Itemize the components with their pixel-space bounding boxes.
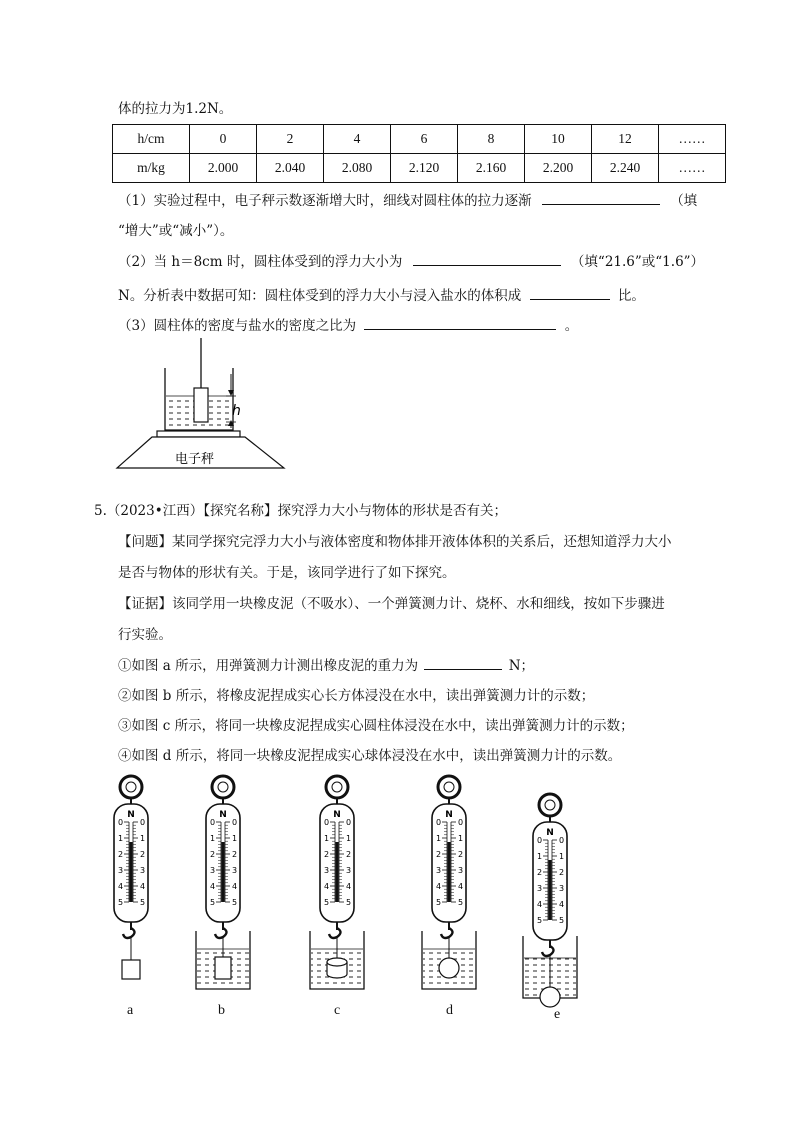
tick-label: 2	[458, 850, 464, 859]
evidence-line: 【证据】该同学用一块橡皮泥（不吸水）、一个弹簧测力计、烧杯、水和细线，按如下步骤进	[118, 596, 665, 612]
question-2-line2	[118, 284, 645, 304]
h-label: h	[232, 403, 241, 419]
tick-label: 3	[140, 866, 146, 875]
pointer	[448, 842, 451, 902]
q1-tail: （填	[670, 193, 698, 209]
tick-label: 2	[118, 850, 124, 859]
tick-label: 0	[436, 818, 442, 827]
table-cell: 2.120	[391, 154, 458, 183]
step-2: ②如图 b 所示，将橡皮泥捏成实心长方体浸没在水中，读出弹簧测力计的示数；	[118, 688, 595, 704]
tick-label: 4	[324, 882, 330, 891]
tick-label: 1	[118, 834, 124, 843]
step-1-tail: N；	[508, 658, 535, 674]
q2-line2a: N。分析表中数据可知：圆柱体受到的浮力大小与浸入盐水的体积成	[118, 288, 522, 304]
evidence-line: 行实验。	[118, 627, 172, 643]
table-cell: 10	[525, 125, 592, 154]
tick-label: 2	[324, 850, 330, 859]
pointer	[549, 860, 552, 920]
tick-label: 2	[346, 850, 352, 859]
table-cell: 2.160	[458, 154, 525, 183]
tick-label: 5	[232, 898, 238, 907]
table-cell: 4	[324, 125, 391, 154]
tick-label: 4	[346, 882, 352, 891]
hook-icon	[123, 928, 135, 938]
table-cell: 2.000	[190, 154, 257, 183]
scale-unit-label: N	[219, 810, 227, 820]
step-1	[118, 654, 534, 674]
tick-label: 1	[210, 834, 216, 843]
table-cell: 2.040	[257, 154, 324, 183]
q1-text: （1）实验过程中，电子秤示数逐渐增大时，细线对圆柱体的拉力逐渐	[118, 193, 532, 209]
tick-label: 4	[436, 882, 442, 891]
tick-label: 3	[118, 866, 124, 875]
tick-label: 5	[458, 898, 464, 907]
tick-label: 3	[346, 866, 352, 875]
tick-label: 0	[458, 818, 464, 827]
table-cell: h/cm	[113, 125, 190, 154]
figure-label-a: a	[127, 1003, 134, 1018]
table-cell: ……	[659, 154, 726, 183]
figure-label-c: c	[334, 1003, 341, 1018]
table-cell: m/kg	[113, 154, 190, 183]
problem-line: 【问题】某同学探究完浮力大小与液体密度和物体排开液体体积的关系后，还想知道浮力大小	[118, 534, 672, 550]
scale-unit-label: N	[333, 810, 341, 820]
tick-label: 5	[346, 898, 352, 907]
clay-ball	[540, 987, 560, 1007]
question-1-line2: “增大”或“减小”）。	[118, 223, 234, 239]
figure-label-b: b	[218, 1003, 225, 1018]
tick-label: 5	[537, 916, 543, 925]
tick-label: 0	[559, 836, 565, 845]
q3-tail: 。	[564, 318, 579, 334]
tick-label: 0	[324, 818, 330, 827]
tick-label: 0	[140, 818, 146, 827]
answer-blank[interactable]	[364, 317, 556, 330]
data-table	[112, 124, 726, 183]
tick-label: 3	[436, 866, 442, 875]
scale-unit-label: N	[127, 810, 135, 820]
figure-label-e: e	[554, 1007, 561, 1022]
table-cell: 2.240	[592, 154, 659, 183]
tick-label: 1	[324, 834, 330, 843]
electronic-scale-figure	[112, 338, 297, 473]
tick-label: 5	[118, 898, 124, 907]
pointer	[222, 842, 225, 902]
q2-tail: （填“21.6”或“1.6”）	[570, 254, 705, 270]
tick-label: 3	[232, 866, 238, 875]
tick-label: 2	[232, 850, 238, 859]
tick-label: 5	[559, 916, 565, 925]
hook-icon	[441, 928, 453, 938]
step-4: ④如图 d 所示，将同一块橡皮泥捏成实心球体浸没在水中，读出弹簧测力计的示数。	[118, 748, 622, 764]
q2-line2b: 比。	[617, 288, 645, 304]
answer-blank[interactable]	[413, 253, 561, 266]
answer-blank[interactable]	[530, 287, 610, 300]
question-3	[118, 314, 578, 334]
clay-ball	[439, 958, 459, 978]
pointer	[130, 842, 133, 902]
table-cell: 2.200	[525, 154, 592, 183]
tick-label: 2	[140, 850, 146, 859]
tick-label: 5	[324, 898, 330, 907]
clay-cube	[122, 960, 140, 979]
tick-label: 3	[537, 884, 543, 893]
scale-unit-label: N	[546, 828, 554, 838]
tick-label: 0	[537, 836, 543, 845]
table-cell: 6	[391, 125, 458, 154]
step-3: ③如图 c 所示，将同一块橡皮泥捏成实心圆柱体浸没在水中，读出弹簧测力计的示数；	[118, 718, 634, 734]
tick-label: 4	[458, 882, 464, 891]
question-2	[118, 250, 704, 270]
tick-label: 3	[559, 884, 565, 893]
tick-label: 2	[210, 850, 216, 859]
tick-label: 1	[346, 834, 352, 843]
tick-label: 4	[210, 882, 216, 891]
answer-blank[interactable]	[424, 657, 502, 670]
problem-line: 是否与物体的形状有关。于是，该同学进行了如下探究。	[118, 565, 456, 581]
tick-label: 4	[537, 900, 543, 909]
tick-label: 1	[537, 852, 543, 861]
step-1-text: ①如图 a 所示，用弹簧测力计测出橡皮泥的重力为	[118, 658, 419, 674]
hook-icon	[329, 928, 341, 938]
table-cell: ……	[659, 125, 726, 154]
table-cell: 0	[190, 125, 257, 154]
tick-label: 0	[118, 818, 124, 827]
problem-5-header: 5.（2023•江西）【探究名称】探究浮力大小与物体的形状是否有关；	[94, 503, 507, 519]
tick-label: 1	[559, 852, 565, 861]
table-cell: 12	[592, 125, 659, 154]
tick-label: 4	[232, 882, 238, 891]
tick-label: 1	[140, 834, 146, 843]
tick-label: 2	[537, 868, 543, 877]
figure-label-d: d	[446, 1003, 453, 1018]
pointer	[336, 842, 339, 902]
table-row	[113, 154, 726, 183]
table-cell: 2.080	[324, 154, 391, 183]
tick-label: 0	[346, 818, 352, 827]
tick-label: 4	[559, 900, 565, 909]
q2-text: （2）当 h＝8cm 时，圆柱体受到的浮力大小为	[118, 254, 403, 270]
tick-label: 3	[210, 866, 216, 875]
table-cell: 8	[458, 125, 525, 154]
scale-unit-label: N	[445, 810, 453, 820]
tick-label: 2	[436, 850, 442, 859]
tick-label: 3	[458, 866, 464, 875]
tick-label: 1	[436, 834, 442, 843]
answer-blank[interactable]	[542, 192, 660, 205]
tick-label: 4	[118, 882, 124, 891]
scale-label: 电子秤	[175, 452, 215, 467]
spring-scale-figure	[100, 770, 600, 1030]
q3-text: （3）圆柱体的密度与盐水的密度之比为	[118, 318, 357, 334]
tick-label: 3	[324, 866, 330, 875]
tick-label: 1	[232, 834, 238, 843]
tick-label: 5	[436, 898, 442, 907]
table-cell: 2	[257, 125, 324, 154]
hook-icon	[542, 946, 554, 956]
tick-label: 4	[140, 882, 146, 891]
question-1	[118, 189, 697, 209]
tick-label: 1	[458, 834, 464, 843]
table-row	[113, 125, 726, 154]
cylinder	[194, 388, 208, 422]
tick-label: 5	[140, 898, 146, 907]
intro-line: 体的拉力为1.2N。	[118, 101, 233, 117]
tick-label: 0	[210, 818, 216, 827]
scale-platform	[157, 431, 240, 437]
tick-label: 2	[559, 868, 565, 877]
tick-label: 0	[232, 818, 238, 827]
tick-label: 5	[210, 898, 216, 907]
clay-cuboid	[215, 957, 231, 979]
hook-icon	[215, 928, 227, 938]
